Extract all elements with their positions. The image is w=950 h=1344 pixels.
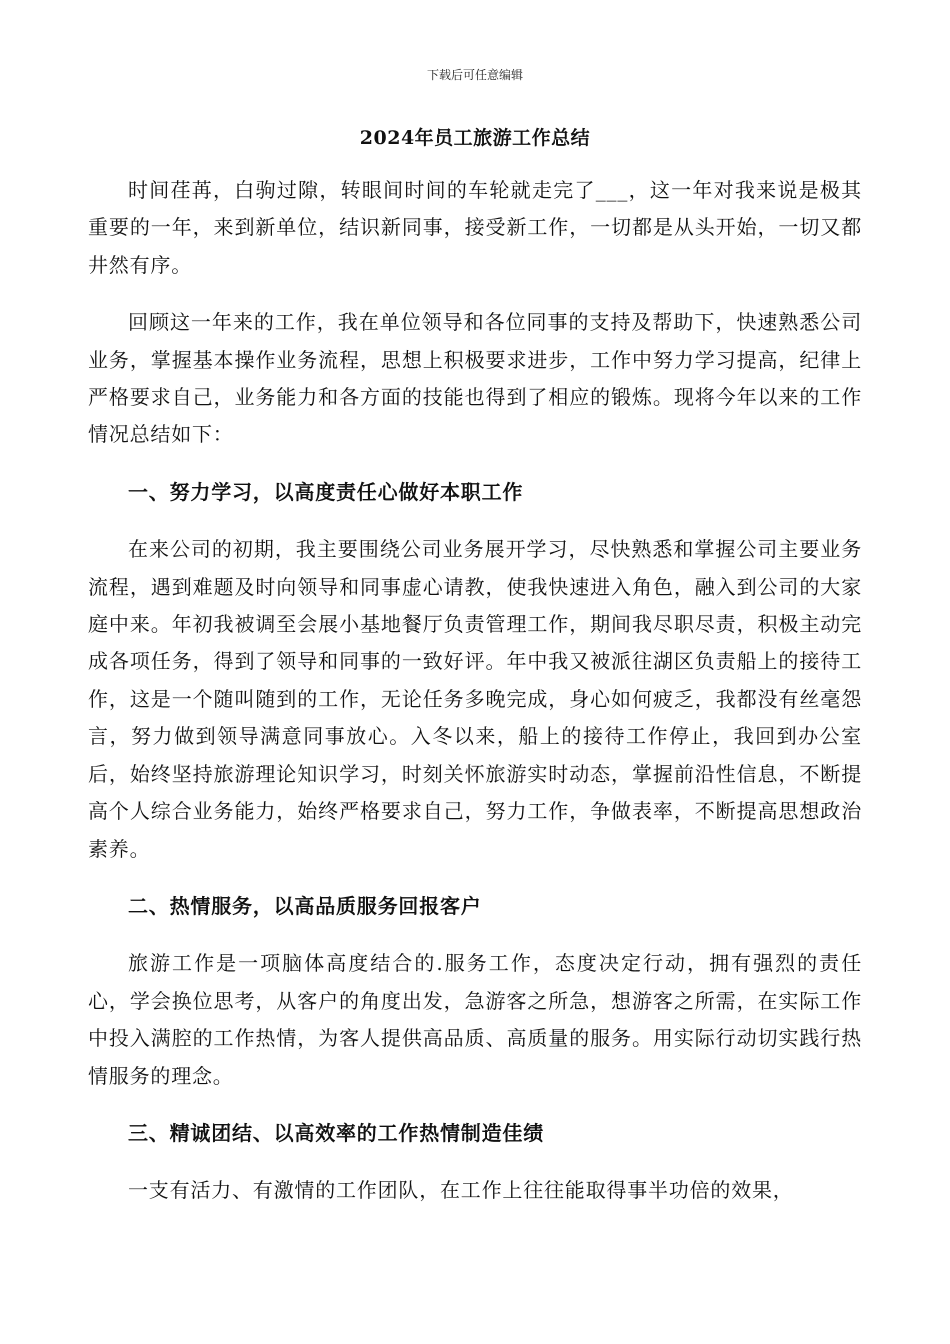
- paragraph-section-3: 一支有活力、有激情的工作团队，在工作上往往能取得事半功倍的效果，: [128, 1178, 794, 1203]
- section-heading-1: 一、努力学习，以高度责任心做好本职工作: [128, 479, 524, 504]
- paragraph-review: 回顾这一年来的工作，我在单位领导和各位同事的支持及帮助下，快速熟悉公司业务，掌握基本操作业务流程，思想上积极要求进步，工作中努力学习提高，纪律上严格要求自己，业务能力和各方面的技能也得到了相应的锻炼。现将今年以来的工作情况总结如下：: [88, 310, 862, 447]
- document-body: [88, 172, 862, 1230]
- paragraph-section-1: 在来公司的初期，我主要围绕公司业务展开学习，尽快熟悉和掌握公司主要业务流程，遇到难题及时向领导和同事虚心请教，使我快速进入角色，融入到公司的大家庭中来。年初我被调至会展小基地餐厅负责管理工作，期间我尽职尽责，积极主动完成各项任务，得到了领导和同事的一致好评。年中我又被派往湖区负责船上的接待工作，这是一个随叫随到的工作，无论任务多晚完成，身心如何疲乏，我都没有丝毫怨言，努力做到领导满意同事放心。入冬以来，船上的接待工作停止，我回到办公室后，始终坚持旅游理论知识学习，时刻关怀旅游实时动态，掌握前沿性信息，不断提高个人综合业务能力，始终严格要求自己，努力工作，争做表率，不断提高思想政治素养。: [88, 537, 862, 861]
- page-header-note: 下载后可任意编辑: [426, 68, 523, 82]
- paragraph-intro: 时间荏苒，白驹过隙，转眼间时间的车轮就走完了___，这一年对我来说是极其重要的一年，来到新单位，结识新同事，接受新工作，一切都是从头开始，一切又都井然有序。: [88, 178, 862, 277]
- section-heading-3: 三、精诚团结、以高效率的工作热情制造佳绩: [128, 1120, 544, 1145]
- paragraph-section-2: 旅游工作是一项脑体高度结合的.服务工作，态度决定行动，拥有强烈的责任心，学会换位思考，从客户的角度出发，急游客之所急，想游客之所需，在实际工作中投入满腔的工作热情，为客人提供高品质、高质量的服务。用实际行动切实践行热情服务的理念。: [88, 951, 862, 1088]
- document-title: 2024年员工旅游工作总结: [359, 127, 591, 149]
- section-heading-2: 二、热情服务，以高品质服务回报客户: [128, 893, 482, 918]
